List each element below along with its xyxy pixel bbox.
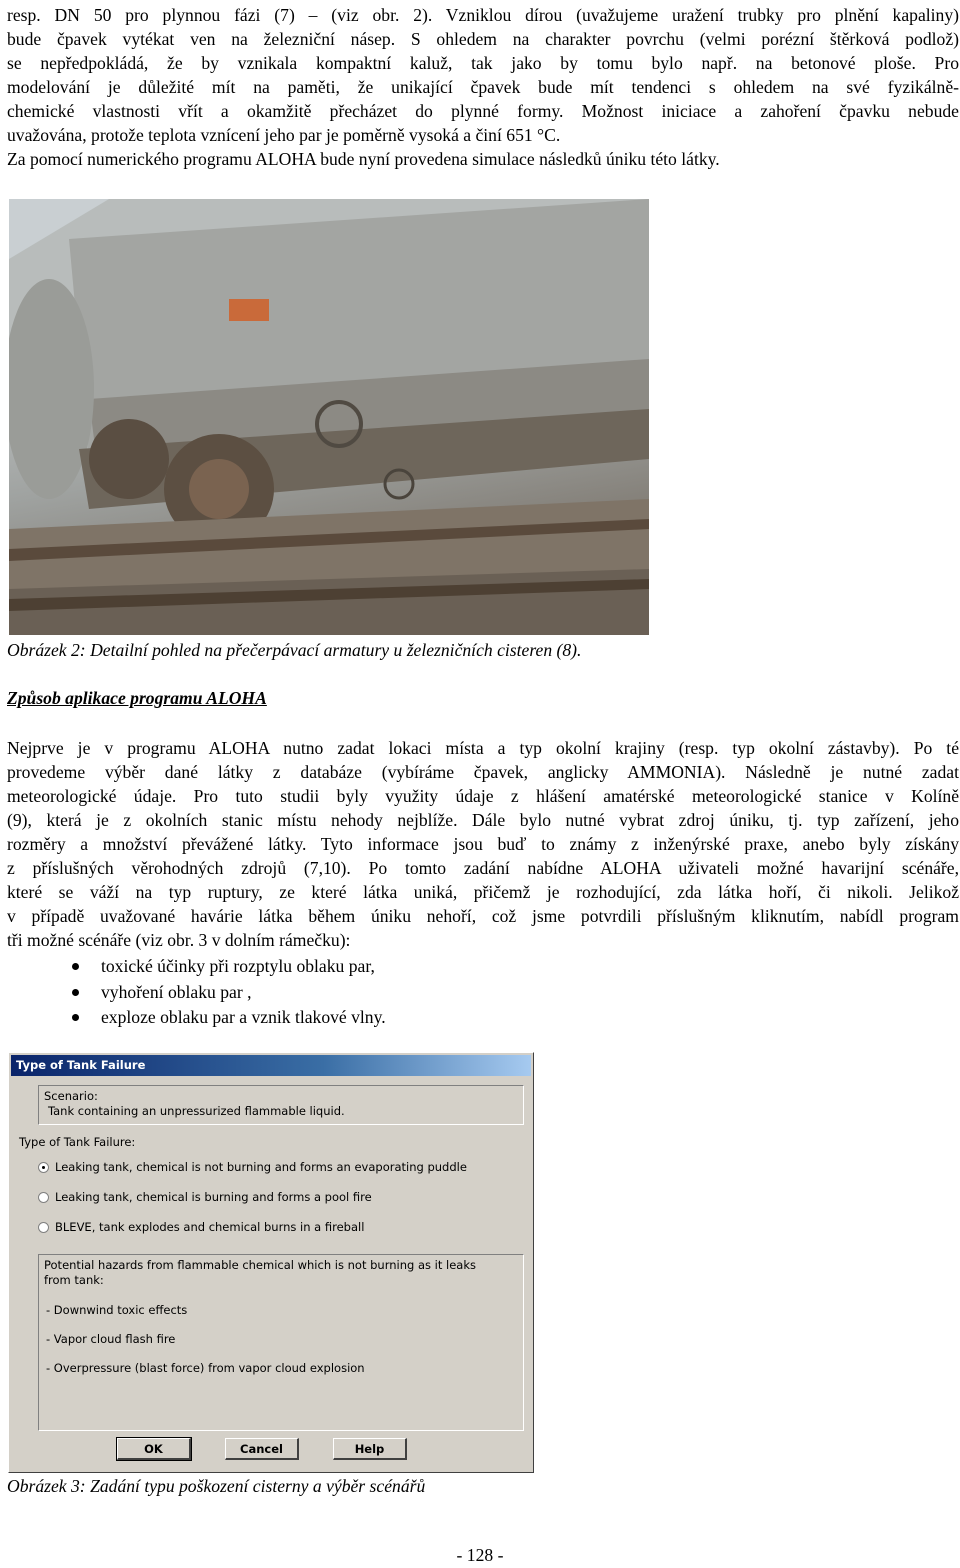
text-line: modelování je důležité mít na paměti, že unikající čpavek bude mít tendenci s ohledem na své fyzikálně- <box>7 77 959 97</box>
list-item: vyhoření oblaku par , <box>0 980 386 1006</box>
list-item: exploze oblaku par a vznik tlakové vlny. <box>0 1005 386 1031</box>
cancel-button[interactable]: Cancel <box>225 1438 299 1460</box>
page-number: - 128 - <box>456 1545 504 1565</box>
text-line: které se váží na typ ruptury, ze které látka uniká, přičemž je rozhodující, zda látka hoří, či nikoli. Jelikož <box>7 882 959 902</box>
photo-illustration <box>9 199 649 635</box>
scenario-text: Tank containing an unpressurized flammable liquid. <box>48 1104 345 1118</box>
hazard-item: - Downwind toxic effects <box>46 1303 188 1317</box>
radio-selected-icon[interactable] <box>38 1162 49 1173</box>
option-label: BLEVE, tank explodes and chemical burns in a fireball <box>55 1220 365 1234</box>
tank-failure-dialog <box>8 1052 534 1473</box>
dialog-title: Type of Tank Failure <box>11 1055 531 1076</box>
text-line: Za pomocí numerického programu ALOHA bude nyní provedena simulace následků úniku této látky. <box>7 149 720 169</box>
scenario-bullet-list <box>0 954 386 1031</box>
text-line: Nejprve je v programu ALOHA nutno zadat lokaci místa a typ okolní krajiny (resp. typ okolní zástavby). Po té <box>7 738 959 758</box>
text-line: chemické vlastnosti vřít a okamžitě přecházet do plynné formy. Možnost iniciace a zahoření čpavku nebude <box>7 101 959 121</box>
text-line: (9), která je z okolních stanic místu nehody nejblíže. Dále bylo nutné vybrat zdroj úniku, tj. typ zařízení, jeho <box>7 810 959 830</box>
method-paragraph <box>7 736 959 952</box>
hazards-title: Potential hazards from flammable chemical which is not burning as it leaks <box>44 1258 476 1272</box>
figure-2-caption: Obrázek 2: Detailní pohled na přečerpávací armatury u železničních cisteren (8). <box>7 640 582 660</box>
section-heading: Způsob aplikace programu ALOHA <box>7 688 267 708</box>
text-line: meteorologické údaje. Pro tuto studii byly využity údaje z hlášení amatérské meteorologické stanice v Kolíně <box>7 786 959 806</box>
text-line: resp. DN 50 pro plynnou fázi (7) – (viz obr. 2). Vzniklou dírou (uvažujeme uražení trubky pro plnění kapaliny) <box>7 5 959 25</box>
text-line: v případě uvažované havárie látka během úniku nehoří, což jsme potvrdili příslušným kliknutím, nabídl program <box>7 906 959 926</box>
intro-paragraph <box>7 3 959 171</box>
text-line: z příslušných věrohodných zdrojů (7,10). Po tomto zadání nabídne ALOHA uživateli možné havarijní scénáře, <box>7 858 959 878</box>
text-line: rozměry a množství převážené látky. Tyto informace jsou buď to známy z inženýrské praxe, anebo byly získány <box>7 834 959 854</box>
failure-type-label: Type of Tank Failure: <box>19 1135 136 1149</box>
option-label: Leaking tank, chemical is burning and forms a pool fire <box>55 1190 372 1204</box>
list-item: toxické účinky při rozptylu oblaku par, <box>0 954 386 980</box>
scenario-label: Scenario: <box>44 1089 98 1103</box>
text-line: provedeme výběr dané látky z databáze (vybíráme čpavek, anglicky AMMONIA). Následně je nutné zadat <box>7 762 959 782</box>
hazards-box <box>38 1254 524 1431</box>
radio-icon[interactable] <box>38 1192 49 1203</box>
option-label: Leaking tank, chemical is not burning and forms an evaporating puddle <box>55 1160 467 1174</box>
text-line: uvažována, protože teplota vznícení jeho par je poměrně vysoká a činí 651 °C. <box>7 125 561 145</box>
ok-button[interactable]: OK <box>117 1438 191 1460</box>
text-line: bude čpavek vytékat ven na železniční násep. S ohledem na charakter povrchu (velmi porézní štěrková podlož) <box>7 29 959 49</box>
hazard-item: - Vapor cloud flash fire <box>46 1332 176 1346</box>
text-line: se nepředpokládá, že by vznikala kompaktní kaluž, tak jako by tomu bylo např. na betonové ploše. Pro <box>7 53 959 73</box>
option-bleve-fireball[interactable] <box>38 1219 364 1235</box>
tank-wagon-photo <box>9 199 649 635</box>
hazards-title-cont: from tank: <box>44 1273 104 1287</box>
text-line: tři možné scénáře (viz obr. 3 v dolním rámečku): <box>7 930 351 950</box>
radio-icon[interactable] <box>38 1222 49 1233</box>
scenario-box <box>38 1085 524 1125</box>
hazard-item: - Overpressure (blast force) from vapor cloud explosion <box>46 1361 365 1375</box>
option-leaking-not-burning[interactable] <box>38 1159 467 1175</box>
figure-3-caption: Obrázek 3: Zadání typu poškození cisterny a výběr scénářů <box>7 1476 426 1496</box>
help-button[interactable]: Help <box>333 1438 407 1460</box>
option-leaking-pool-fire[interactable] <box>38 1189 372 1205</box>
